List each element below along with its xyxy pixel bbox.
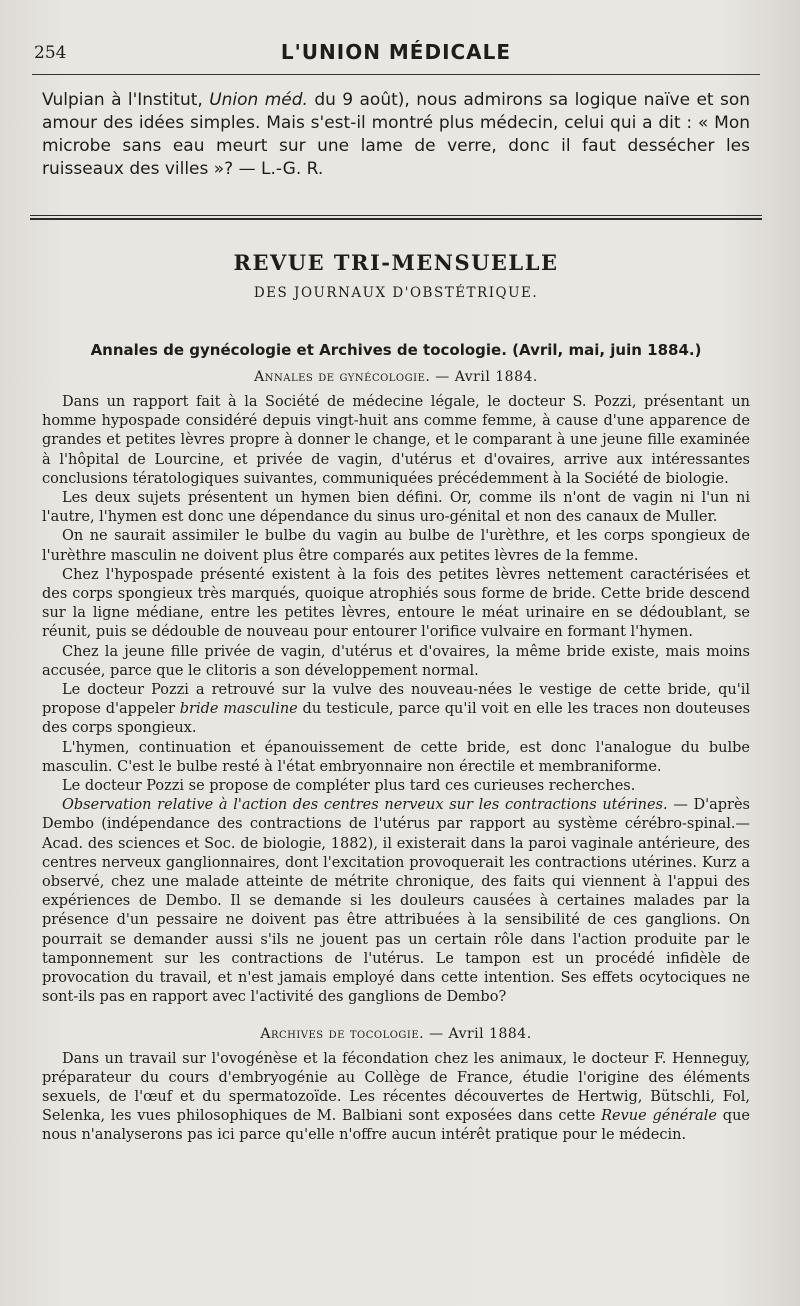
paragraph-observation — [42, 796, 750, 1007]
ovogenese-text-before: Dans un travail sur l'ovogénèse et la fécondation chez les animaux, le docteur F. Henneguy, préparateur du cours d'embryogénie au Collège de France, étudie l'origine des éléments sexuels, de l'œuf et du spermatozoïde. Les récentes découvertes de Hertwig, Bütschli, Fol, Selenka, les vues philosophiques de M. Balbiani sont exposées dans cette — [42, 1050, 750, 1125]
section-divider — [30, 215, 762, 220]
article-body-2 — [42, 1050, 750, 1146]
paragraph: On ne saurait assimiler le bulbe du vagin au bulbe de l'urèthre, et les corps spongieux de l'urèthre masculin ne doivent plus être comparés aux petites lèvres de la femme. — [42, 528, 750, 564]
section-subtitle: DES JOURNAUX D'OBSTÉTRIQUE. — [253, 285, 539, 301]
intro-journal-ref: Union méd. — [209, 90, 308, 110]
subheading-annales — [42, 369, 750, 385]
subheading-annales-left: Annales de gynécologie. — [254, 369, 431, 385]
article-body — [42, 393, 750, 1008]
intro-text-1: Vulpian à l'Institut, — [42, 90, 210, 110]
intro-paragraph — [42, 89, 750, 181]
paragraph: Le docteur Pozzi se propose de compléter plus tard ces curieuses recherches. — [62, 778, 636, 795]
paragraph-pozzi — [42, 681, 750, 739]
paragraph: Chez l'hypospade présenté existent à la fois des petites lèvres nettement caractérisées et des corps spongieux très marqués, quoique atrophiés sous forme de bride. Cette bride descend sur la ligne médiane, entre les petites lèvres, entoure le méat urinaire en se dédoublant, se réunit, puis se dédouble de nouveau pour entourer l'orifice vulvaire en formant l'hymen. — [42, 566, 750, 641]
subheading-archives-left: Archives de tocologie. — [260, 1025, 425, 1042]
pozzi-emphasis: bride masculine — [179, 701, 298, 718]
observation-title: Observation relative à l'action des centres nerveux sur les contractions utérines. — [62, 797, 668, 814]
observation-text: — D'après Dembo (indépendance des contractions de l'utérus par rapport au système cérébro-spinal.—Acad. des sciences et Soc. de biologie, 1882), il existerait dans la paroi vaginale antérieure, des centres nerveux ganglionnaires, dont l'excitation provoquerait les contractions utérines. Kurz a observé, chez une malade atteinte de métrite chronique, des faits qui viennent à l'appui des expériences de Dembo. Il se demande si les douleurs causées à certaines malades par la présence d'un pessaire ne doivent pas être attribuées à la sensibilité de ces ganglions. On pourrait se demander aussi s'ils ne jouent pas un certain rôle dans l'action produite par le tamponnement sur les contractions de l'utérus. Le tampon est un procédé infidèle de provocation du travail, et n'est jamais employé dans cette intention. Ses effets ocytociques ne sont-ils pas en rapport avec l'activité des ganglions de Dembo? — [42, 797, 750, 1006]
paragraph-ovogenese — [42, 1050, 750, 1146]
paragraph: Les deux sujets présentent un hymen bien défini. Or, comme ils n'ont de vagin ni l'un ni l'autre, l'hymen est donc une dépendance du sinus uro-génital et non des canaux de Muller. — [42, 490, 750, 526]
paragraph: L'hymen, continuation et épanouissement de cette bride, est donc l'analogue du bulbe masculin. C'est le bulbe resté à l'état embryonnaire non érectile et membraniforme. — [42, 739, 750, 775]
header-rule — [32, 74, 760, 75]
section-title: REVUE TRI-MENSUELLE — [233, 250, 559, 275]
subheading-annales-right: — Avril 1884. — [430, 369, 538, 385]
journal-heading: Annales de gynécologie et Archives de tocologie. (Avril, mai, juin 1884.) — [90, 341, 702, 359]
paragraph: Dans un rapport fait à la Société de médecine légale, le docteur S. Pozzi, présentant un homme hypospade considéré depuis vingt-huit ans comme femme, à cause d'une apparence de grandes et petites lèvres propre à donner le change, et le comparant à une jeune fille examinée à l'hôpital de Lourcine, et privée de vagin, d'utérus et d'ovaires, arrive aux intéressantes conclusions tératologiques suivantes, communiquées précédemment à la Société de biologie. — [42, 394, 750, 487]
running-head — [34, 40, 750, 72]
page-number: 254 — [34, 43, 67, 63]
ovogenese-emphasis: Revue générale — [601, 1108, 718, 1125]
intro-text-2: du 9 août), nous admirons sa logique naïve et son amour des idées simples. Mais s'est-il montré plus médecin, celui qui a dit : « Mon microbe sans eau meurt sur une lame de verre, donc il faut dessécher les ruisseaux des villes »? — L.-G. R. — [42, 90, 751, 179]
pozzi-text-after: du testicule, parce qu'il voit en elle les traces non douteuses des corps spongieux. — [42, 701, 751, 737]
ovogenese-text-after: que nous n'analyserons pas ici parce qu'elle n'offre aucun intérêt pratique pour le médecin. — [42, 1108, 751, 1144]
subheading-archives-right: — Avril 1884. — [424, 1025, 532, 1042]
paragraph: Chez la jeune fille privée de vagin, d'utérus et d'ovaires, la même bride existe, mais moins accusée, parce que le clitoris a son développement normal. — [42, 643, 750, 679]
pozzi-text-before: Le docteur Pozzi a retrouvé sur la vulve des nouveau-nées le vestige de cette bride, qu'il propose d'appeler — [42, 682, 750, 718]
subheading-archives — [42, 1026, 750, 1042]
running-title: L'UNION MÉDICALE — [280, 40, 512, 64]
